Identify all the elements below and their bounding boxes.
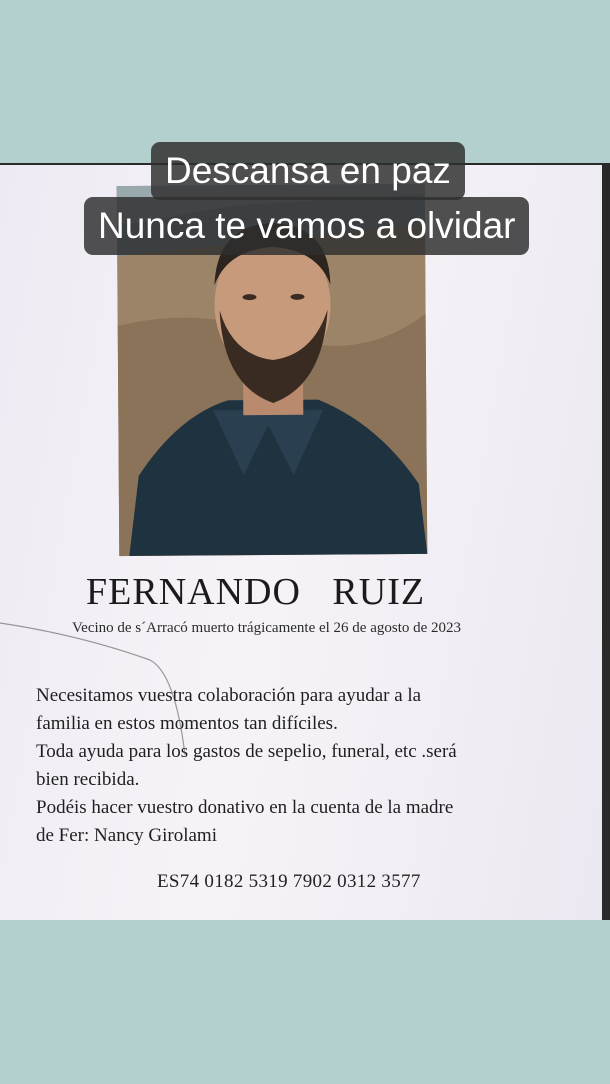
message-line: familia en estos momentos tan difíciles.	[36, 713, 338, 734]
bank-account-number: ES74 0182 5319 7902 0312 3577	[157, 871, 421, 892]
memorial-poster	[0, 165, 602, 920]
message-line: de Fer: Nancy Girolami	[36, 825, 217, 846]
deceased-name: FERNANDO RUIZ	[86, 571, 426, 613]
caption-line-2: Nunca te vamos a olvidar	[84, 197, 529, 255]
story-caption-overlay	[0, 142, 610, 262]
message-line: Podéis hacer vuestro donativo en la cuenta de la madre	[36, 797, 454, 818]
caption-line-1: Descansa en paz	[151, 142, 465, 200]
message-line: Necesitamos vuestra colaboración para ayudar a la	[36, 685, 422, 706]
message-line: Toda ayuda para los gastos de sepelio, funeral, etc .será	[36, 741, 457, 762]
poster-subtitle: Vecino de s´Arracó muerto trágicamente el 26 de agosto de 2023	[72, 620, 462, 636]
message-line: bien recibida.	[36, 769, 140, 790]
poster-message	[36, 682, 576, 850]
